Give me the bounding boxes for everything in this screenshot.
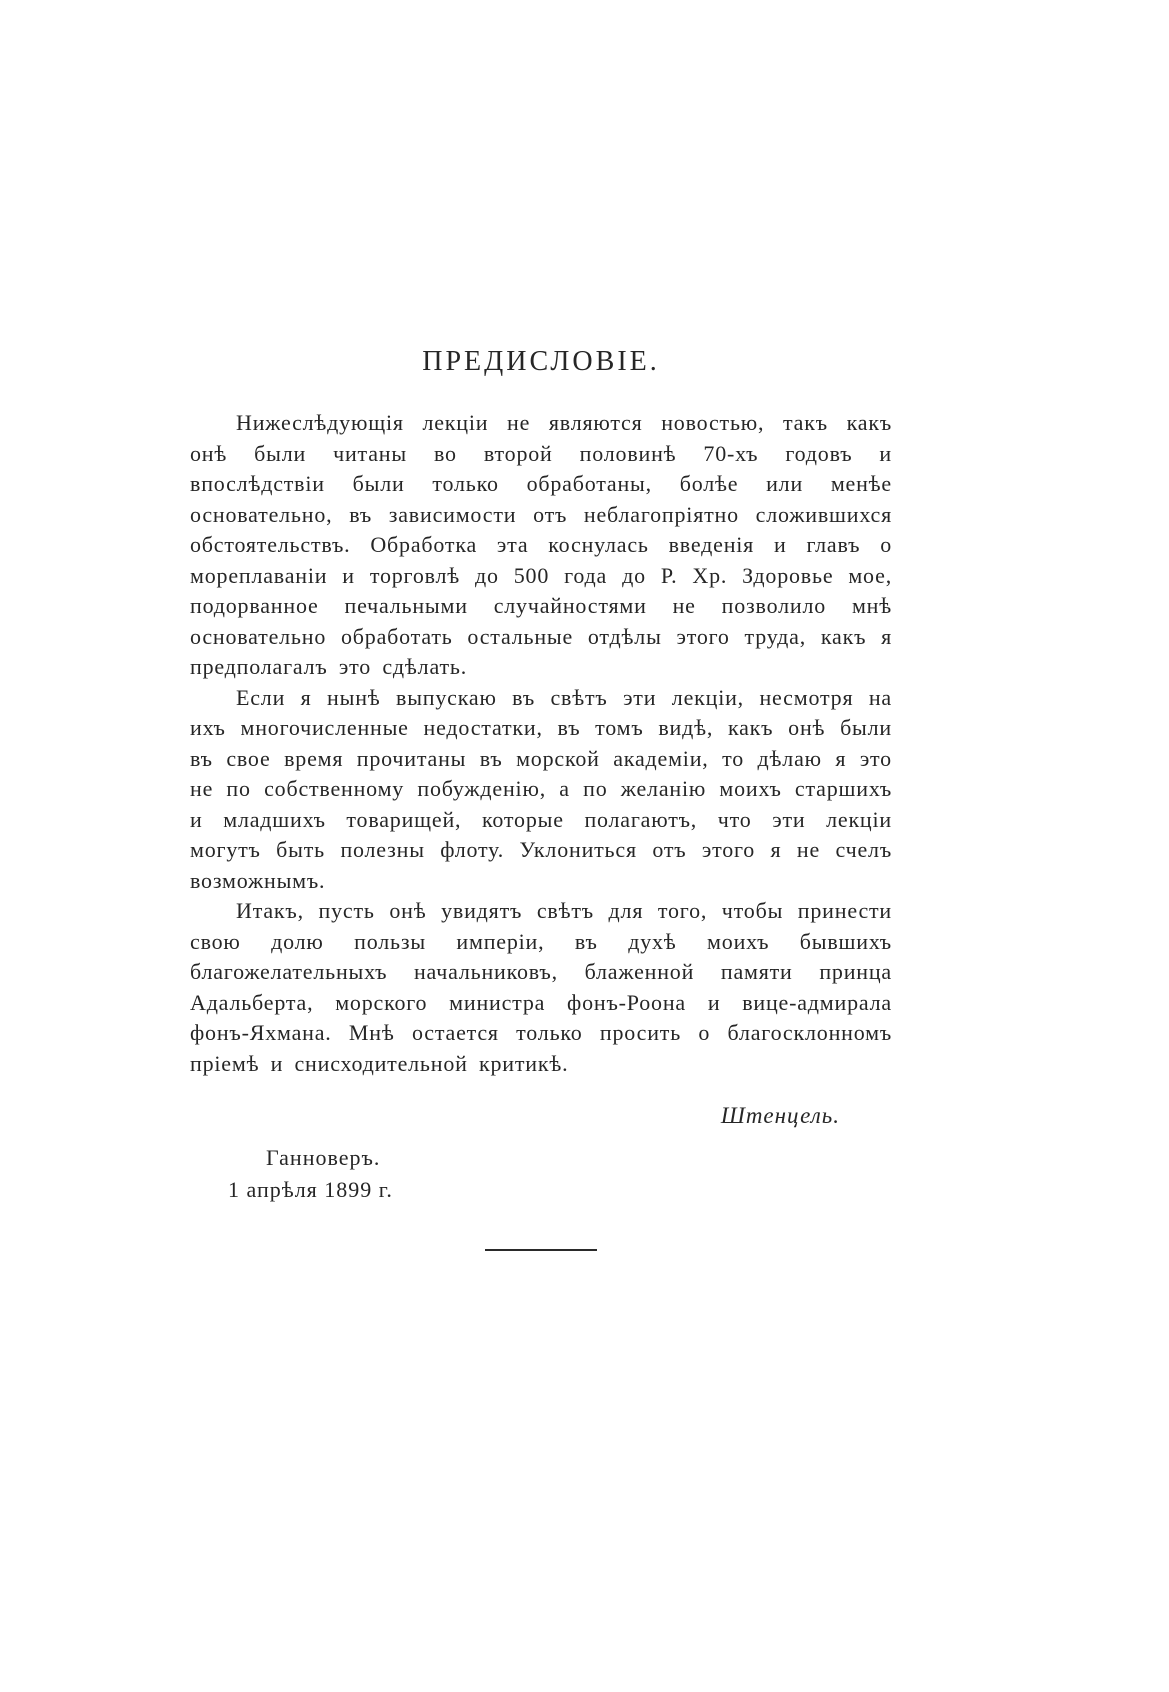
date-line: 1 апрѣля 1899 г. (228, 1177, 393, 1202)
location-line: Ганноверъ. (266, 1145, 381, 1170)
preface-text-block (190, 346, 892, 1251)
paragraph: Итакъ, пусть онѣ увидятъ свѣтъ для того, чтобы принести свою долю пользы имперіи, въ духѣ моихъ бывшихъ благожелательныхъ начальниковъ, блаженной памяти принца Адальберта, морского министра фонъ-Роона и вице-адмирала фонъ-Яхмана. Мнѣ остается только просить о благосклонномъ пріемѣ и снисходительной критикѣ. (190, 898, 892, 1076)
author-signature: Штенцель. (720, 1103, 840, 1128)
paragraph: Если я нынѣ выпускаю въ свѣтъ эти лекціи, несмотря на ихъ многочисленные недостатки, въ томъ видѣ, какъ онѣ были въ свое время прочитаны въ морской академіи, то дѣлаю я это не по собственному побужденію, а по желанію моихъ старшихъ и младшихъ товарищей, которые полагаютъ, что эти лекціи могутъ быть полезны флоту. Уклониться отъ этого я не счелъ возможнымъ. (190, 684, 892, 893)
page-title: ПРЕДИСЛОВІЕ. (422, 346, 660, 377)
paragraph: Нижеслѣдующія лекціи не являются новостью, такъ какъ онѣ были читаны во второй половинѣ 70-хъ годовъ и впослѣдствіи были только обработаны, болѣе или менѣе основательно, въ зависимости отъ неблагопріятно сложившихся обстоятельствъ. Обработка эта коснулась введенія и главъ о мореплаваніи и торговлѣ до 500 года до Р. Хр. Здоровье мое, подорванное печальными случайностями не позволило мнѣ основательно обработать остальные отдѣлы этого труда, какъ я предполагалъ это сдѣлать. (190, 410, 892, 679)
divider-rule (485, 1249, 597, 1251)
